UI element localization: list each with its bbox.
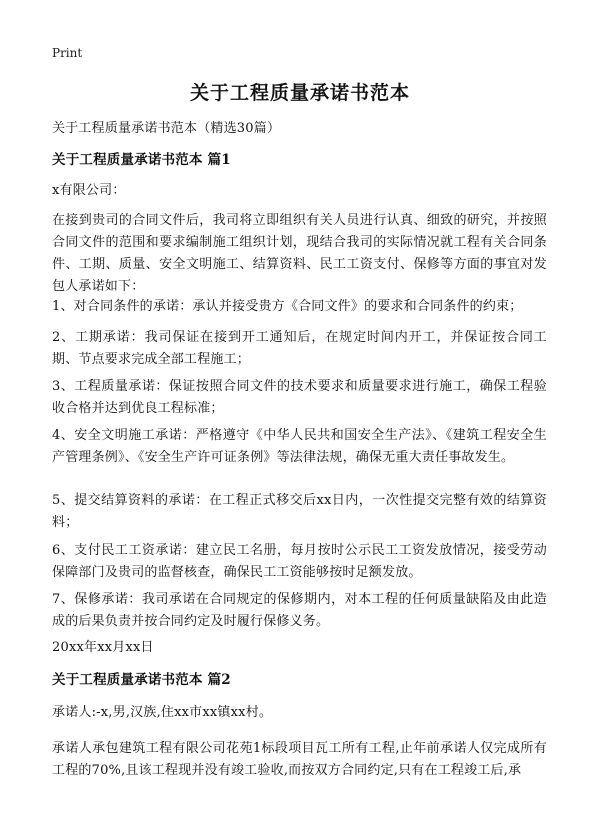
section-heading-2: 关于工程质量承诺书范本 篇2 <box>52 672 231 688</box>
document-title: 关于工程质量承诺书范本 <box>189 82 410 104</box>
promise-item-3: 3、工程质量承诺：保证按照合同文件的技术要求和质量要求进行施工，确保工程验收合格并达到优良工程标准； <box>52 379 547 416</box>
intro-paragraph: 在接到贵司的合同文件后，我司将立即组织有关人员进行认真、细致的研究，并按照合同文件的范围和要求编制施工组织计划，现结合我司的实际情况就工程有关合同条件、工期、质量、安全文明施工、结算资料、民工工资支付、保修等方面的事宜对发包人承诺如下： <box>52 213 547 294</box>
document-subtitle: 关于工程质量承诺书范本（精选30篇） <box>52 121 281 136</box>
promise-item-5: 5、提交结算资料的承诺：在工程正式移交后xx日内，一次性提交完整有效的结算资料； <box>52 493 547 530</box>
greeting-line: x有限公司： <box>52 183 126 198</box>
print-label: Print <box>52 46 83 60</box>
promisor-line: 承诺人:-x,男,汉族,住xx市xx镇xx村。 <box>52 705 273 720</box>
section2-paragraph: 承诺人承包建筑工程有限公司花苑1标段项目瓦工所有工程,止年前承诺人仅完成所有工程的70%,且该工程现并没有竣工验收,而按双方合同约定,只有在工程竣工后,承 <box>52 741 547 778</box>
date-line: 20xx年xx月xx日 <box>52 640 154 655</box>
promise-item-6: 6、支付民工工资承诺：建立民工名册，每月按时公示民工工资发放情况，接受劳动保障部门及贵司的监督核查，确保民工工资能够按时足额发放。 <box>52 543 547 580</box>
promise-item-7: 7、保修承诺：我司承诺在合同规定的保修期内，对本工程的任何质量缺陷及由此造成的后果负责并按合同约定及时履行保修义务。 <box>52 592 547 629</box>
section-heading-1: 关于工程质量承诺书范本 篇1 <box>52 152 231 168</box>
promise-item-4: 4、安全文明施工承诺：严格遵守《中华人民共和国安全生产法》、《建筑工程安全生产管理条例》、《安全生产许可证条例》等法律法规，确保无重大责任事故发生。 <box>52 428 547 465</box>
promise-item-1: 1、对合同条件的承诺：承认并接受贵方《合同文件》的要求和合同条件的约束； <box>52 299 523 314</box>
promise-item-2: 2、工期承诺：我司保证在接到开工通知后，在规定时间内开工，并保证按合同工期、节点要求完成全部工程施工； <box>52 330 547 367</box>
